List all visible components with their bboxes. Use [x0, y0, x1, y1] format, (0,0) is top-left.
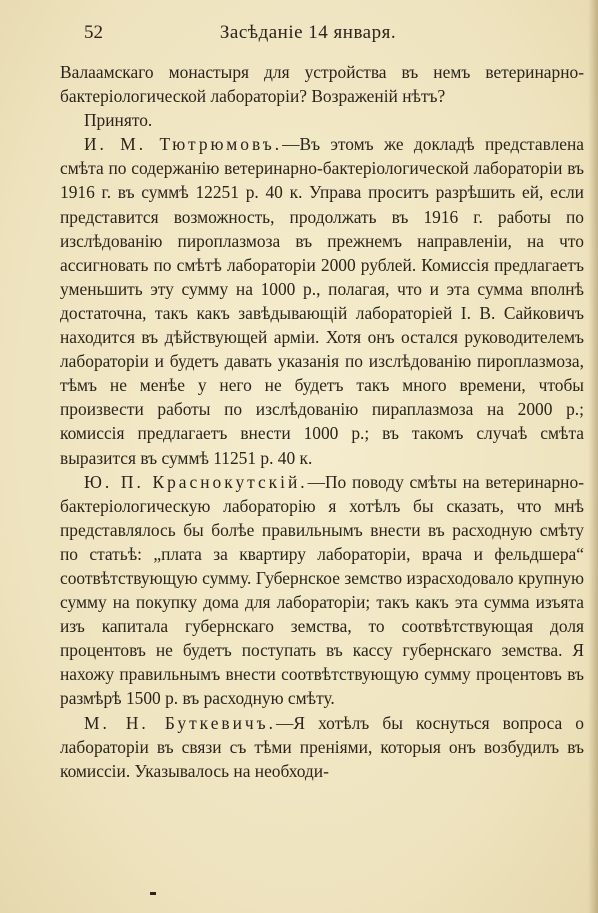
paragraph-2: [60, 108, 584, 132]
body-text: [60, 60, 584, 783]
paragraph-text: —По поводу смѣты на ветеринарно-бактеріологическую лабораторію я хотѣлъ бы сказать, что мнѣ представлялось бы болѣе правильнымъ внести въ расходную смѣту по статьѣ: „плата за квартиру лабораторіи, врача и фельдшера“ соотвѣтствующую сумму. Губернское земство израсходовало крупную сумму на покупку дома для лабораторіи; такъ какъ эта сумма изъята изъ капитала губернскаго земства, то соотвѣтствующая доля процентовъ не будетъ поступать въ кассу губернскаго земства. Я нахожу правильнымъ внести соотвѣтствующую сумму процентовъ въ размѣрѣ 1500 р. въ расходную смѣту.: [60, 471, 584, 709]
page-number: 52: [84, 22, 103, 43]
paragraph-3: [60, 132, 584, 469]
paragraph-4: [60, 470, 584, 711]
running-head: Засѣданіе 14 января.: [219, 22, 397, 43]
paragraph-text: Валаамскаго монастыря для устройства въ немъ ветеринарно-бактеріологической лабораторіи? Возраженій нѣтъ?: [60, 62, 584, 107]
page-header: [60, 22, 556, 46]
page-edge-shadow: [588, 0, 598, 913]
speaker-name: М. Н. Буткевичъ.: [84, 712, 277, 733]
paragraph-5: [60, 711, 584, 783]
paragraph-text: —Я хотѣлъ бы коснуться вопроса о лабораторіи въ связи съ тѣми преніями, которыя онъ возбудилъ въ комиссіи. Указывалось на необходи-: [60, 712, 584, 781]
paragraph-text: —Въ этомъ же докладѣ представлена смѣта по содержанію ветеринарно-бактеріологической лабораторіи въ 1916 г. въ суммѣ 12251 р. 40 к. Управа проситъ разрѣшить ей, если представится возможность, продолжать въ 1916 г. работы по изслѣдованію пироплазмоза въ прежнемъ направленіи, на что ассигновать по смѣтѣ лабораторіи 2000 рублей. Комиссія предлагаетъ уменьшить эту сумму на 1000 р., полагая, что и эта сумма вполнѣ достаточна, такъ какъ завѣдывающій лабораторіей І. В. Сайковичъ находится въ дѣйствующей арміи. Хотя онъ остался руководителемъ лабораторіи и будетъ давать указанія по изслѣдованію пироплазмоза, тѣмъ не менѣе у него не будетъ такъ много времени, чтобы произвести работы по изслѣдованію пираплазмоза на 2000 р.; комиссія предлагаетъ внести 1000 р.; въ такомъ случаѣ смѣта выразится въ суммѣ 11251 р. 40 к.: [60, 134, 584, 468]
speaker-name: Ю. П. Краснокутскій.: [84, 471, 308, 492]
paragraph-1: [60, 60, 584, 108]
print-mark: [150, 892, 156, 895]
paragraph-text: Принято.: [84, 110, 153, 131]
speaker-name: И. М. Тютрюмовъ.: [84, 134, 283, 155]
